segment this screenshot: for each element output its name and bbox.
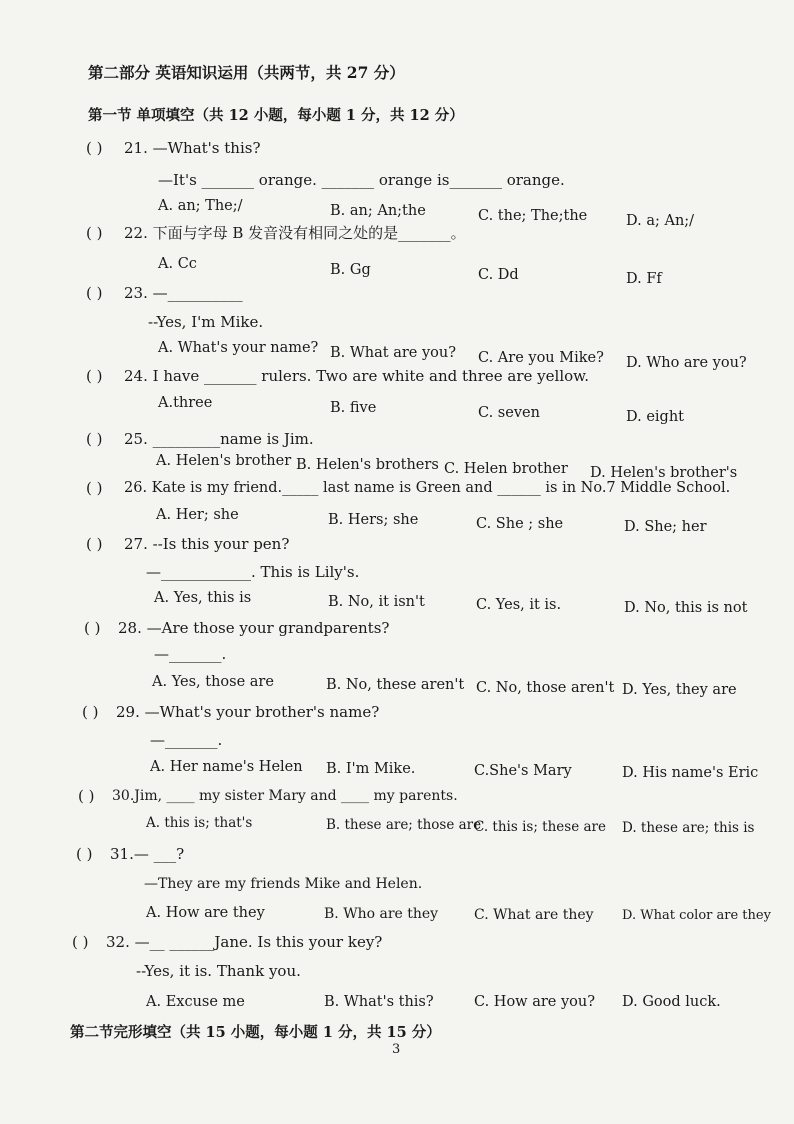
option-a[interactable]: A. Helen's brother: [156, 453, 292, 469]
part-heading: 第二部分 英语知识运用（共两节，共 27 分）: [88, 63, 405, 82]
answer-blank[interactable]: ( ): [78, 787, 95, 805]
answer-blank[interactable]: ( ): [82, 703, 99, 721]
question-stem: 23. —__________: [124, 284, 243, 302]
option-a[interactable]: A. Excuse me: [146, 994, 245, 1010]
option-d[interactable]: D. eight: [626, 409, 684, 425]
option-b[interactable]: B. Helen's brothers: [296, 457, 439, 473]
option-d[interactable]: D. No, this is not: [624, 600, 748, 616]
option-d[interactable]: D. Yes, they are: [622, 682, 737, 698]
option-b[interactable]: B. an; An;the: [330, 203, 426, 219]
option-c[interactable]: C. the; The;the: [478, 208, 588, 224]
option-c[interactable]: C. Yes, it is.: [476, 597, 562, 613]
question-line2: --Yes, it is. Thank you.: [136, 962, 301, 980]
answer-blank[interactable]: ( ): [86, 535, 103, 553]
answer-blank[interactable]: ( ): [86, 479, 103, 497]
question-stem: 21. —What's this?: [124, 139, 261, 157]
option-b[interactable]: B. Hers; she: [328, 512, 419, 528]
question-line2: —They are my friends Mike and Helen.: [144, 876, 423, 892]
answer-blank[interactable]: ( ): [86, 284, 103, 302]
option-b[interactable]: B. I'm Mike.: [326, 761, 416, 777]
option-b[interactable]: B. What are you?: [330, 345, 456, 361]
question-stem: 27. --Is this your pen?: [124, 535, 290, 553]
question-line2: —_______.: [154, 645, 227, 663]
option-a[interactable]: A. Her name's Helen: [150, 759, 303, 775]
answer-blank[interactable]: ( ): [84, 619, 101, 637]
option-d[interactable]: D. What color are they: [622, 908, 771, 923]
option-c[interactable]: C. Helen brother: [444, 461, 568, 477]
section2-heading: 第二节完形填空（共 15 小题，每小题 1 分，共 15 分）: [70, 1024, 441, 1041]
answer-blank[interactable]: ( ): [86, 367, 103, 385]
option-c[interactable]: C. this is; these are: [474, 819, 606, 835]
page-number: 3: [392, 1042, 401, 1057]
question-stem: 30.Jim, ____ my sister Mary and ____ my parents.: [112, 788, 458, 804]
answer-blank[interactable]: ( ): [86, 430, 103, 448]
option-b[interactable]: B. Gg: [330, 262, 371, 278]
question-line2: —____________. This is Lily's.: [146, 563, 360, 581]
option-a[interactable]: A. Cc: [158, 256, 197, 272]
section1-heading: 第一节 单项填空（共 12 小题，每小题 1 分，共 12 分）: [88, 107, 464, 124]
option-c[interactable]: C. Are you Mike?: [478, 350, 604, 366]
question-stem: 28. —Are those your grandparents?: [118, 619, 390, 637]
option-d[interactable]: D. She; her: [624, 519, 707, 535]
option-a[interactable]: A. What's your name?: [158, 340, 319, 356]
option-d[interactable]: D. Who are you?: [626, 355, 747, 371]
option-c[interactable]: C. Dd: [478, 267, 519, 283]
option-a[interactable]: A. Her; she: [156, 507, 239, 523]
answer-blank[interactable]: ( ): [76, 845, 93, 863]
option-c[interactable]: C. She ; she: [476, 516, 564, 532]
option-d[interactable]: D. Ff: [626, 271, 662, 287]
option-c[interactable]: C. What are they: [474, 907, 594, 923]
option-d[interactable]: D. these are; this is: [622, 820, 755, 836]
option-c[interactable]: C.She's Mary: [474, 763, 572, 779]
option-a[interactable]: A. this is; that's: [146, 815, 253, 831]
question-stem: 26. Kate is my friend._____ last name is Green and ______ is in No.7 Middle School.: [124, 480, 731, 496]
option-a[interactable]: A. How are they: [146, 905, 265, 921]
option-d[interactable]: D. Helen's brother's: [590, 465, 738, 481]
option-a[interactable]: A. an; The;/: [158, 198, 243, 214]
question-stem: 22. 下面与字母 B 发音没有相同之处的是_______。: [124, 224, 466, 242]
option-b[interactable]: B. What's this?: [324, 994, 434, 1010]
option-c[interactable]: C. How are you?: [474, 994, 595, 1010]
option-b[interactable]: B. these are; those are: [326, 817, 482, 833]
question-stem: 24. I have _______ rulers. Two are white and three are yellow.: [124, 367, 589, 385]
question-line2: --Yes, I'm Mike.: [148, 313, 264, 331]
question-stem: 32. —__ ______Jane. Is this your key?: [106, 933, 383, 951]
option-b[interactable]: B. No, these aren't: [326, 677, 465, 693]
option-d[interactable]: D. a; An;/: [626, 213, 695, 229]
option-a[interactable]: A. Yes, this is: [154, 590, 252, 606]
answer-blank[interactable]: ( ): [86, 224, 103, 242]
option-d[interactable]: D. Good luck.: [622, 994, 721, 1010]
option-b[interactable]: B. Who are they: [324, 906, 439, 922]
question-line2: —It's _______ orange. _______ orange is_______ orange.: [158, 171, 565, 189]
question-stem: 25. _________name is Jim.: [124, 430, 314, 448]
option-d[interactable]: D. His name's Eric: [622, 765, 759, 781]
option-b[interactable]: B. five: [330, 400, 377, 416]
question-stem: 31.— ___?: [110, 845, 185, 863]
question-line2: —_______.: [150, 731, 223, 749]
option-b[interactable]: B. No, it isn't: [328, 594, 425, 610]
question-stem: 29. —What's your brother's name?: [116, 703, 380, 721]
option-c[interactable]: C. No, those aren't: [476, 680, 615, 696]
answer-blank[interactable]: ( ): [72, 933, 89, 951]
option-a[interactable]: A.three: [158, 395, 213, 411]
answer-blank[interactable]: ( ): [86, 139, 103, 157]
option-a[interactable]: A. Yes, those are: [152, 674, 274, 690]
option-c[interactable]: C. seven: [478, 405, 540, 421]
